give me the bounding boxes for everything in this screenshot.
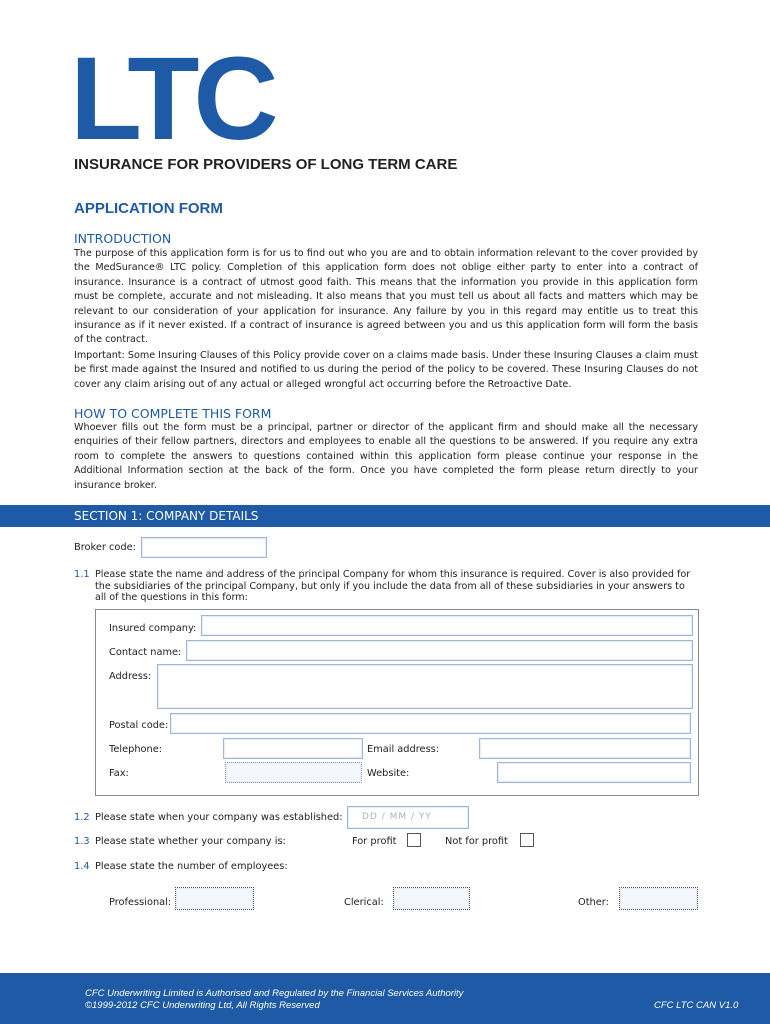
- introduction-heading: INTRODUCTION: [74, 231, 172, 246]
- section-1-band: [0, 505, 770, 527]
- other-input[interactable]: [619, 887, 698, 910]
- fax-input[interactable]: [225, 762, 362, 783]
- question-1-2-number: 1.2: [74, 812, 90, 823]
- date-placeholder: DD / MM / YY: [362, 812, 432, 822]
- form-title: APPLICATION FORM: [74, 200, 223, 217]
- question-1-3-number: 1.3: [74, 836, 90, 847]
- for-profit-label: For profit: [352, 836, 397, 847]
- established-date-input[interactable]: [347, 806, 469, 829]
- question-1-1-text: Please state the name and address of the principal Company for whom this insurance is required. Cover is also provided for the subsidiaries of the principal Company, but only if you include the data from all of these subsidiaries in your answers to all of the questions in this form:: [95, 569, 691, 604]
- clerical-label: Clerical:: [344, 897, 384, 908]
- footer-form-code: CFC LTC CAN V1.0: [654, 1000, 739, 1011]
- broker-code-input[interactable]: [141, 537, 267, 558]
- telephone-label: Telephone:: [109, 744, 163, 755]
- not-for-profit-checkbox[interactable]: [520, 833, 534, 847]
- postal-code-label: Postal code:: [109, 720, 169, 731]
- address-input[interactable]: [157, 664, 693, 709]
- footer: [0, 973, 770, 1024]
- insured-company-input[interactable]: [201, 615, 693, 636]
- footer-copyright-text: ©1999-2012 CFC Underwriting Ltd, All Rights Reserved: [85, 1000, 320, 1011]
- professional-input[interactable]: [175, 887, 254, 910]
- footer-regulation-text: CFC Underwriting Limited is Authorised and Regulated by the Financial Services Authority: [85, 988, 464, 999]
- how-to-heading: HOW TO COMPLETE THIS FORM: [74, 406, 272, 421]
- broker-code-label: Broker code:: [74, 542, 136, 553]
- question-1-4-text: Please state the number of employees:: [95, 861, 288, 872]
- email-label: Email address:: [367, 744, 440, 755]
- professional-label: Professional:: [109, 897, 172, 908]
- website-input[interactable]: [497, 762, 691, 783]
- introduction-paragraph-1: The purpose of this application form is for us to find out who you are and to obtain information relevant to the cover provided by the MedSurance® LTC policy. Completion of this application form does not oblige either party to enter into a contract of insurance. Insurance is a contract of utmost good faith. This means that the information you provide in this application form must be complete, accurate and not misleading. It also means that you must tell us about all facts and matters which may be relevant to our consideration of your application for insurance. Any failure by you in this regard may entitle us to treat this insurance as if it never existed. If a contract of insurance is agreed between you and us this application form will form the basis of the contract.: [74, 248, 698, 346]
- question-1-4-number: 1.4: [74, 861, 90, 872]
- for-profit-checkbox[interactable]: [407, 833, 421, 847]
- question-1-1-number: 1.1: [74, 569, 90, 580]
- question-1-2-text: Please state when your company was established:: [95, 812, 343, 823]
- question-1-3-text: Please state whether your company is:: [95, 836, 286, 847]
- other-label: Other:: [578, 897, 609, 908]
- contact-name-input[interactable]: [186, 640, 693, 661]
- postal-code-input[interactable]: [170, 713, 691, 734]
- email-input[interactable]: [479, 738, 691, 759]
- website-label: Website:: [367, 768, 410, 779]
- contact-name-label: Contact name:: [109, 647, 182, 658]
- address-label: Address:: [109, 671, 152, 682]
- how-to-paragraph: Whoever fills out the form must be a principal, partner or director of the applicant firm and should make all the necessary enquiries of their fellow partners, directors and employees to enable all the questions to be answered. If you require any extra room to complete the answers to questions contained within this application form please continue your response in the Additional Information section at the back of the form. Once you have completed the form please return directly to your insurance broker.: [74, 422, 698, 491]
- clerical-input[interactable]: [393, 887, 470, 910]
- ltc-logo: LTC: [70, 33, 273, 165]
- section-1-heading: SECTION 1: COMPANY DETAILS: [74, 509, 259, 523]
- fax-label: Fax:: [109, 768, 129, 779]
- telephone-input[interactable]: [223, 738, 363, 759]
- not-for-profit-label: Not for profit: [445, 836, 508, 847]
- insured-company-label: Insured company:: [109, 623, 197, 634]
- introduction-paragraph-2: Important: Some Insuring Clauses of this Policy provide cover on a claims made basis. Under these Insuring Clauses a claim must be first made against the Insured and notified to us during the period of the policy to be covered. These Insuring Clauses do not cover any claim arising out of any actual or alleged wrongful act occurring before the Retroactive Date.: [74, 350, 698, 390]
- page-title: INSURANCE FOR PROVIDERS OF LONG TERM CARE: [74, 156, 458, 173]
